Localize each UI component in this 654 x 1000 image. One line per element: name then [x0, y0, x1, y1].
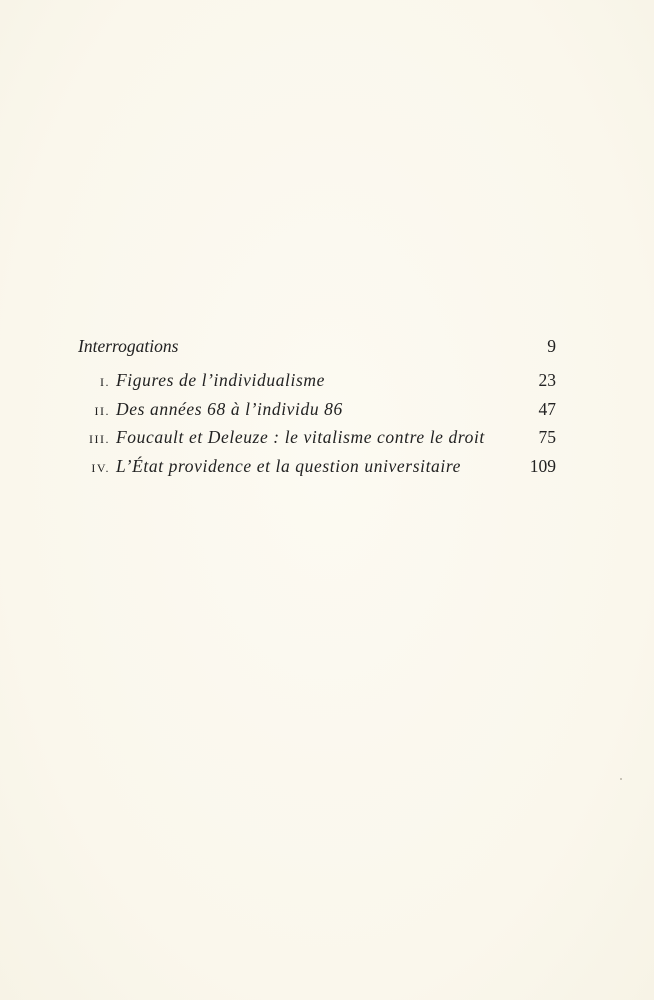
table-of-contents	[78, 333, 556, 481]
toc-entry-chapter-2	[78, 396, 556, 425]
toc-entry-title: Des années 68 à l’individu 86	[116, 398, 343, 419]
toc-entry-page-number: 47	[538, 398, 556, 419]
toc-entry-page-number: 9	[547, 336, 556, 356]
chapter-numeral: II.	[94, 403, 110, 418]
chapter-numeral: I.	[100, 375, 110, 389]
toc-entry-chapter-4	[78, 453, 556, 482]
toc-entry-page-number: 23	[538, 370, 556, 390]
toc-entry-chapter-3	[78, 424, 556, 453]
toc-entry-title: L’État providence et la question universitaire	[116, 455, 461, 476]
toc-entry-page-number: 109	[529, 455, 556, 476]
toc-entry-title: Figures de l’individualisme	[116, 370, 325, 390]
toc-entry-page-number: 75	[538, 427, 556, 447]
toc-entry-title: Foucault et Deleuze : le vitalisme contre le droit	[116, 427, 485, 447]
toc-entry-chapter-1	[78, 367, 556, 396]
toc-entry-introduction	[78, 333, 556, 359]
toc-entry-title: Interrogations	[78, 336, 179, 356]
chapter-numeral: III.	[89, 432, 110, 446]
paper-speck	[620, 778, 622, 780]
chapter-numeral: IV.	[91, 460, 110, 475]
